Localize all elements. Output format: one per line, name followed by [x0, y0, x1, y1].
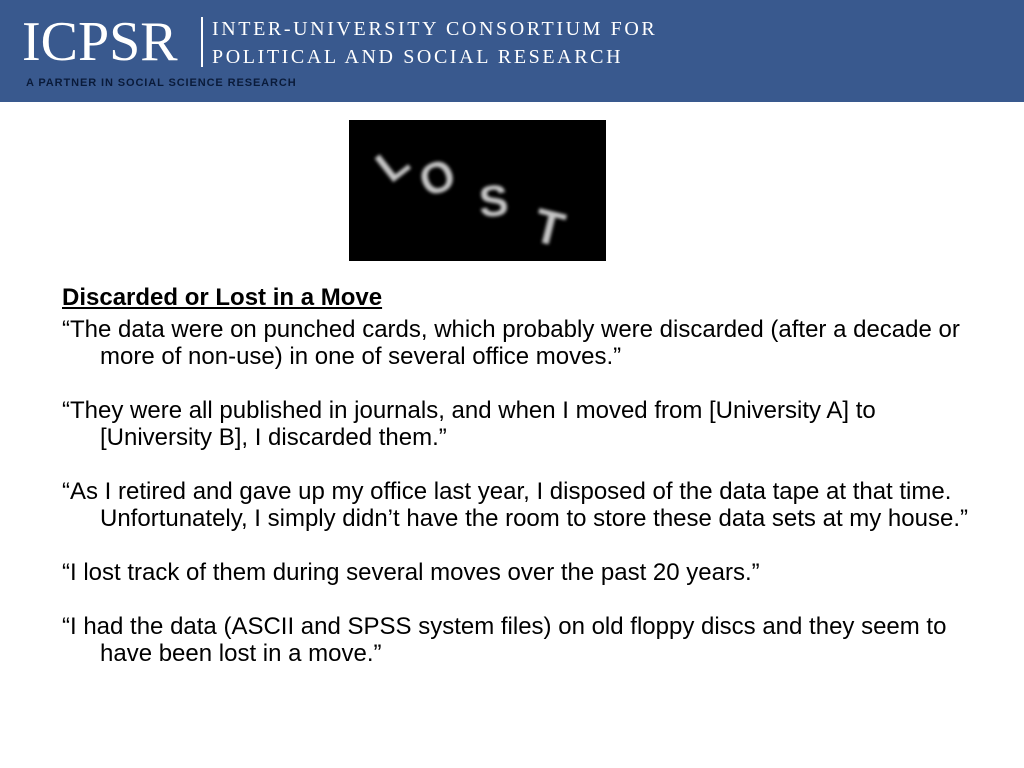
quote-1: “The data were on punched cards, which probably were discarded (after a decade or more of non-use) in one of several office moves.” [62, 316, 960, 370]
org-name-line-1: INTER-UNIVERSITY CONSORTIUM FOR [212, 18, 658, 40]
slide-content [62, 284, 992, 667]
org-name-line-2: POLITICAL AND SOCIAL RESEARCH [212, 46, 624, 68]
quote-4: “I lost track of them during several moves over the past 20 years.” [62, 559, 760, 586]
lost-image [349, 120, 606, 261]
lost-letter-s: S [477, 176, 510, 227]
logo-divider [201, 17, 203, 67]
lost-letters-graphic [349, 120, 606, 261]
icpsr-logo: ICPSR [22, 11, 178, 73]
header-banner [0, 0, 1024, 102]
section-heading: Discarded or Lost in a Move [62, 284, 383, 311]
tagline: A PARTNER IN SOCIAL SCIENCE RESEARCH [26, 77, 297, 89]
quote-3: “As I retired and gave up my office last year, I disposed of the data tape at that time. Unfortunately, I simply didn’t have the room to store these data sets at my house.” [62, 478, 968, 532]
lost-letter-l: L [366, 136, 419, 192]
quote-2: “They were all published in journals, and when I moved from [University A] to [University B], I discarded them.” [62, 397, 876, 451]
lost-letter-t: T [528, 199, 570, 258]
quote-5: “I had the data (ASCII and SPSS system files) on old floppy discs and they seem to have been lost in a move.” [62, 613, 947, 667]
lost-letter-o: O [412, 149, 463, 208]
